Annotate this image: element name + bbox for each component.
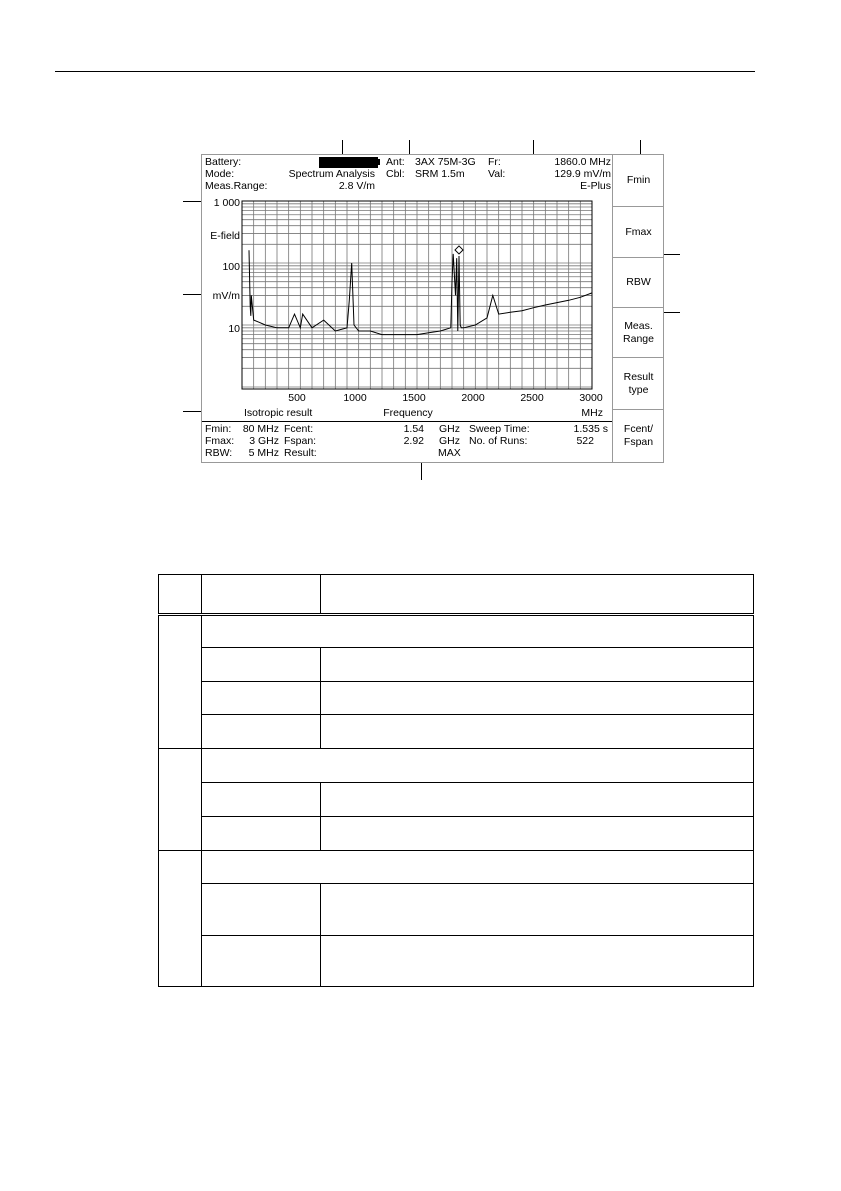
table-header-row: [159, 575, 754, 615]
cbl-value: SRM 1.5m: [415, 168, 465, 180]
softkey-rbw[interactable]: RBW: [613, 258, 664, 308]
x-tick-3000: 3000: [579, 392, 603, 404]
ant-label: Ant:: [386, 156, 405, 168]
rbw-value: 5 MHz: [248, 447, 279, 459]
val-label: Val:: [488, 168, 506, 180]
table-row: [159, 715, 754, 749]
x-tick-500: 500: [288, 392, 306, 404]
sweep-time-label: Sweep Time:: [469, 423, 530, 435]
fr-value: 1860.0 MHz: [554, 156, 611, 168]
header-rule: [55, 71, 755, 72]
softkey-fcent-fspan[interactable]: Fcent/ Fspan: [623, 422, 654, 448]
table-row: [159, 936, 754, 987]
softkey-panel: [612, 155, 664, 462]
isotropic-result-label: Isotropic result: [244, 407, 313, 419]
fr-label: Fr:: [488, 156, 501, 168]
table-row: [159, 783, 754, 817]
battery-label: Battery:: [205, 156, 242, 168]
x-axis-label: Frequency: [383, 407, 433, 419]
table-group-heading: [202, 615, 754, 648]
x-tick-1000: 1000: [343, 392, 367, 404]
fmax-value: 3 GHz: [249, 435, 279, 447]
val-value: 129.9 mV/m: [554, 168, 611, 180]
softkey-fmax[interactable]: Fmax: [613, 207, 664, 258]
fcent-label: Fcent:: [284, 423, 314, 435]
x-unit: MHz: [581, 407, 603, 419]
table-header-cell: [159, 575, 202, 615]
x-tick-2500: 2500: [520, 392, 544, 404]
meas-range-label: Meas.Range:: [205, 180, 268, 192]
softkey-fmin[interactable]: Fmin: [613, 155, 664, 207]
sweep-time-value: 1.535 s: [573, 423, 608, 435]
fmax-label: Fmax:: [205, 435, 235, 447]
softkey-meas-range[interactable]: Meas. Range: [613, 308, 664, 358]
softkey-result-type[interactable]: Result type: [613, 358, 664, 410]
rbw-label: RBW:: [205, 447, 233, 459]
peak-marker-icon: [455, 246, 463, 254]
y-quantity: E-field: [210, 230, 240, 242]
y-unit: mV/m: [212, 290, 240, 302]
table-group-cell: [159, 749, 202, 851]
result-label: Result:: [284, 447, 317, 459]
table-row: [159, 648, 754, 682]
table-group-row: [159, 615, 754, 648]
table-group-row: [159, 851, 754, 884]
operator-label: E-Plus: [580, 180, 611, 192]
fmin-value: 80 MHz: [242, 423, 279, 435]
y-tick-100: 100: [222, 261, 240, 273]
spectrum-chart: [202, 155, 612, 421]
table-group-cell: [159, 615, 202, 749]
fspan-unit: GHz: [439, 435, 460, 447]
table-row: [159, 884, 754, 936]
mode-value: Spectrum Analysis: [288, 168, 375, 180]
y-tick-10: 10: [228, 323, 240, 335]
y-tick-1000: 1 000: [213, 197, 240, 209]
table-row: [159, 817, 754, 851]
result-value: MAX: [438, 447, 461, 459]
cbl-label: Cbl:: [386, 168, 405, 180]
runs-value: 522: [576, 435, 594, 447]
table-group-cell: [159, 851, 202, 987]
fcent-value: 1.54: [403, 423, 424, 435]
analyzer-screen: [201, 154, 664, 463]
chart-grid: [242, 201, 592, 389]
fspan-value: 2.92: [403, 435, 424, 447]
description-table: [158, 574, 754, 987]
mode-label: Mode:: [205, 168, 235, 180]
x-tick-1500: 1500: [402, 392, 426, 404]
fspan-label: Fspan:: [284, 435, 317, 447]
fcent-unit: GHz: [439, 423, 460, 435]
meas-range-value: 2.8 V/m: [338, 180, 375, 192]
runs-label: No. of Runs:: [469, 435, 528, 447]
table-header-cell: [202, 575, 321, 615]
fmin-label: Fmin:: [205, 423, 232, 435]
bottom-divider: [202, 421, 612, 422]
table-group-heading: [202, 749, 754, 783]
ant-value: 3AX 75M-3G: [415, 156, 476, 168]
table-group-heading: [202, 851, 754, 884]
table-group-row: [159, 749, 754, 783]
x-tick-2000: 2000: [461, 392, 485, 404]
table-header-cell: [321, 575, 754, 615]
table-row: [159, 682, 754, 715]
